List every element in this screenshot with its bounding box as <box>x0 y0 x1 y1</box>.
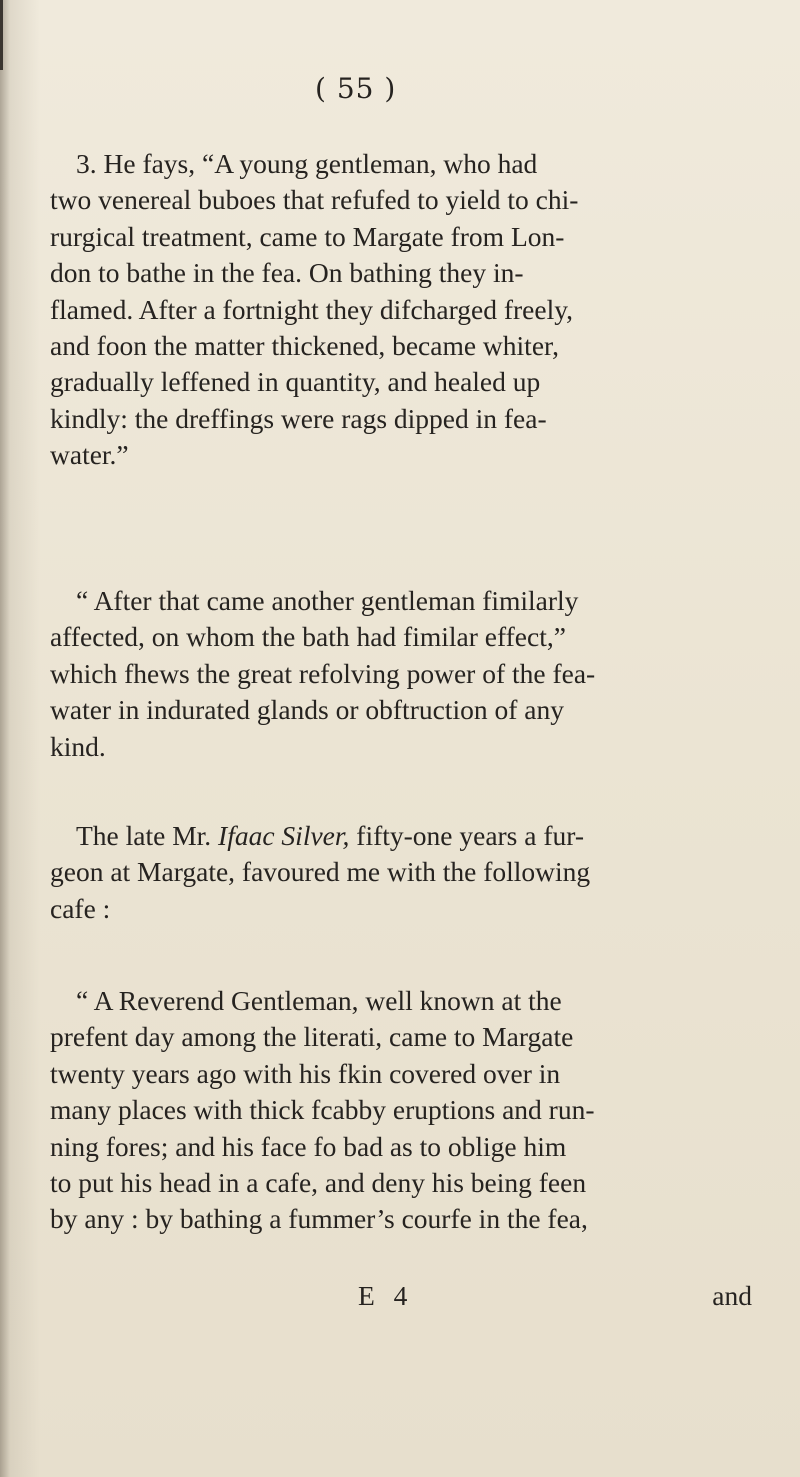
text-line: cafe : <box>50 892 111 924</box>
person-name: Ifaac Silver, <box>218 820 350 851</box>
text-line: don to bathe in the fea. On bathing they in- <box>50 257 524 289</box>
text-line: two venereal buboes that refufed to yield to chi- <box>50 184 579 216</box>
text-line: flamed. After a fortnight they difcharged freely, <box>50 293 574 325</box>
page-number: ( 55 ) <box>315 72 397 105</box>
text-line: water in indurated glands or obftruction of any <box>50 694 564 726</box>
text-line: prefent day among the literati, came to Margate <box>50 1021 574 1053</box>
text-line: kind. <box>50 730 106 762</box>
text-line: water.” <box>50 439 129 471</box>
text-line: 3. He fays, “A young gentleman, who had <box>76 148 538 179</box>
text-line: ning fores; and his face fo bad as to oblige him <box>50 1130 567 1162</box>
text-line: geon at Margate, favoured me with the following <box>50 856 591 888</box>
paragraph-3 <box>50 818 752 927</box>
text-line <box>50 818 752 854</box>
text-line: many places with thick fcabby eruptions and run- <box>50 1094 595 1126</box>
paragraph-1 <box>50 146 752 474</box>
paragraph-4 <box>50 983 752 1238</box>
text-fragment: The late Mr. <box>76 820 219 851</box>
catchword: and <box>712 1280 752 1311</box>
text-line: which fhews the great refolving power of the fea- <box>50 657 596 689</box>
text-fragment: fifty-one years a fur- <box>349 820 585 851</box>
text-line: and foon the matter thickened, became whiter, <box>50 330 559 362</box>
text-line: to put his head in a cafe, and deny his being feen <box>50 1167 587 1199</box>
text-line: affected, on whom the bath had fimilar effect,” <box>50 621 566 653</box>
text-line: “ A Reverend Gentleman, well known at the <box>76 985 562 1016</box>
text-line: “ After that came another gentleman fimilarly <box>76 585 579 616</box>
text-line: twenty years ago with his fkin covered over in <box>50 1057 561 1089</box>
text-line: kindly: the dreffings were rags dipped in fea- <box>50 402 547 434</box>
text-line: rurgical treatment, came to Margate from Lon- <box>50 220 565 252</box>
paragraph-2 <box>50 583 752 765</box>
signature-mark: E 4 <box>358 1280 414 1311</box>
text-line: by any : by bathing a fummer’s courfe in the fea, <box>50 1203 588 1235</box>
text-line: gradually leffened in quantity, and healed up <box>50 366 541 398</box>
binding-edge <box>0 0 3 70</box>
